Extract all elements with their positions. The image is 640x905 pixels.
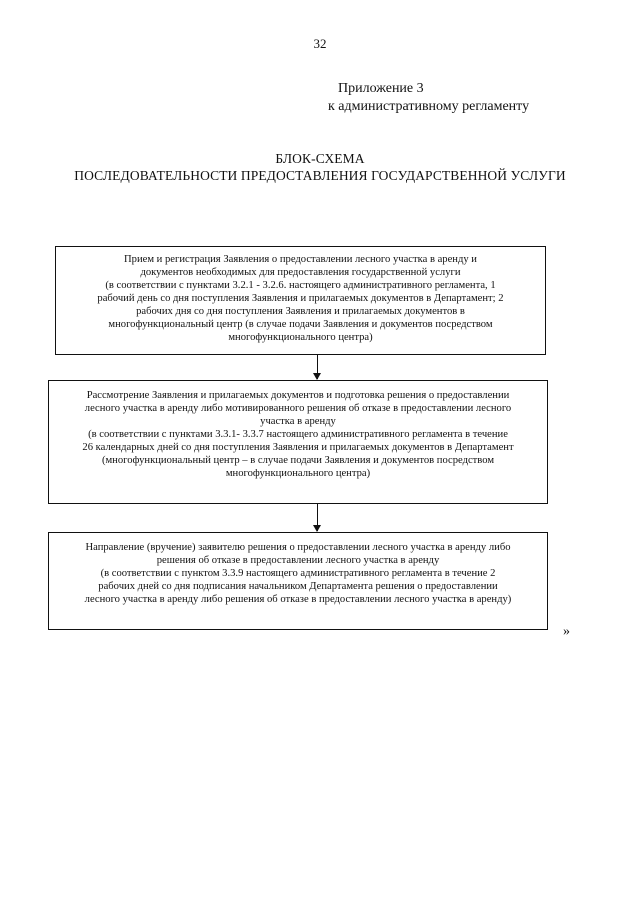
flowchart-step-1: [55, 246, 546, 355]
step-1-line: (в соответствии с пунктами 3.2.1 - 3.2.6. настоящего административного регламента, 1: [105, 280, 496, 291]
step-3-line: (в соответствии с пунктом 3.3.9 настоящего административного регламента в течение 2: [100, 568, 496, 579]
step-1-line: рабочий день со дня поступления Заявления и прилагаемых документов в Департамент; 2: [97, 293, 504, 304]
appendix-heading: [328, 80, 529, 116]
step-1-line: многофункционального центра): [228, 332, 373, 343]
title-line-1: БЛОК-СХЕМА: [275, 151, 365, 166]
step-1-line: рабочих дня со дня поступления Заявления и прилагаемых документов в: [136, 306, 465, 317]
step-2-line: (в соответствии с пунктами 3.3.1- 3.3.7 настоящего административного регламента в течение: [88, 429, 508, 440]
arrow-down-icon: [317, 504, 318, 531]
step-3-line: рабочих дней со дня подписания начальником Департамента решения о предоставлении: [98, 581, 498, 592]
step-2-line: лесного участка в аренду либо мотивированного решения об отказе в предоставлении лесного: [84, 403, 512, 414]
step-3-line: решения об отказе в предоставлении лесного участка в аренду: [156, 555, 440, 566]
step-2-line: Рассмотрение Заявления и прилагаемых документов и подготовка решения о предоставлении: [86, 390, 510, 401]
step-3-line: Направление (вручение) заявителю решения о предоставлении лесного участка в аренду либо: [85, 542, 511, 553]
flowchart-title: [0, 150, 640, 184]
step-2-line: 26 календарных дней со дня поступления Заявления и прилагаемых документов в Департамент: [82, 442, 514, 453]
closing-quote: »: [563, 624, 570, 639]
step-3-line: лесного участка в аренду либо решения об отказе в предоставлении лесного участка в аренду): [84, 594, 512, 605]
flowchart-step-3: [48, 532, 548, 630]
appendix-reference: к административному регламенту: [328, 99, 530, 114]
step-1-line: многофункциональный центр (в случае подачи Заявления и документов посредством: [108, 319, 493, 330]
step-2-line: участка в аренду: [260, 416, 336, 427]
step-1-line: документов необходимых для предоставления государственной услуги: [140, 267, 461, 278]
appendix-label: Приложение 3: [338, 81, 424, 96]
step-2-line: (многофункциональный центр – в случае подачи Заявления и документов посредством: [101, 455, 495, 466]
arrow-down-icon: [317, 355, 318, 379]
step-1-line: Прием и регистрация Заявления о предоставлении лесного участка в аренду и: [124, 254, 477, 265]
title-line-2: ПОСЛЕДОВАТЕЛЬНОСТИ ПРЕДОСТАВЛЕНИЯ ГОСУДАРСТВЕННОЙ УСЛУГИ: [74, 168, 566, 183]
flowchart-step-2: [48, 380, 548, 504]
page-number: 32: [313, 36, 327, 51]
step-2-line: многофункционального центра): [225, 468, 371, 479]
